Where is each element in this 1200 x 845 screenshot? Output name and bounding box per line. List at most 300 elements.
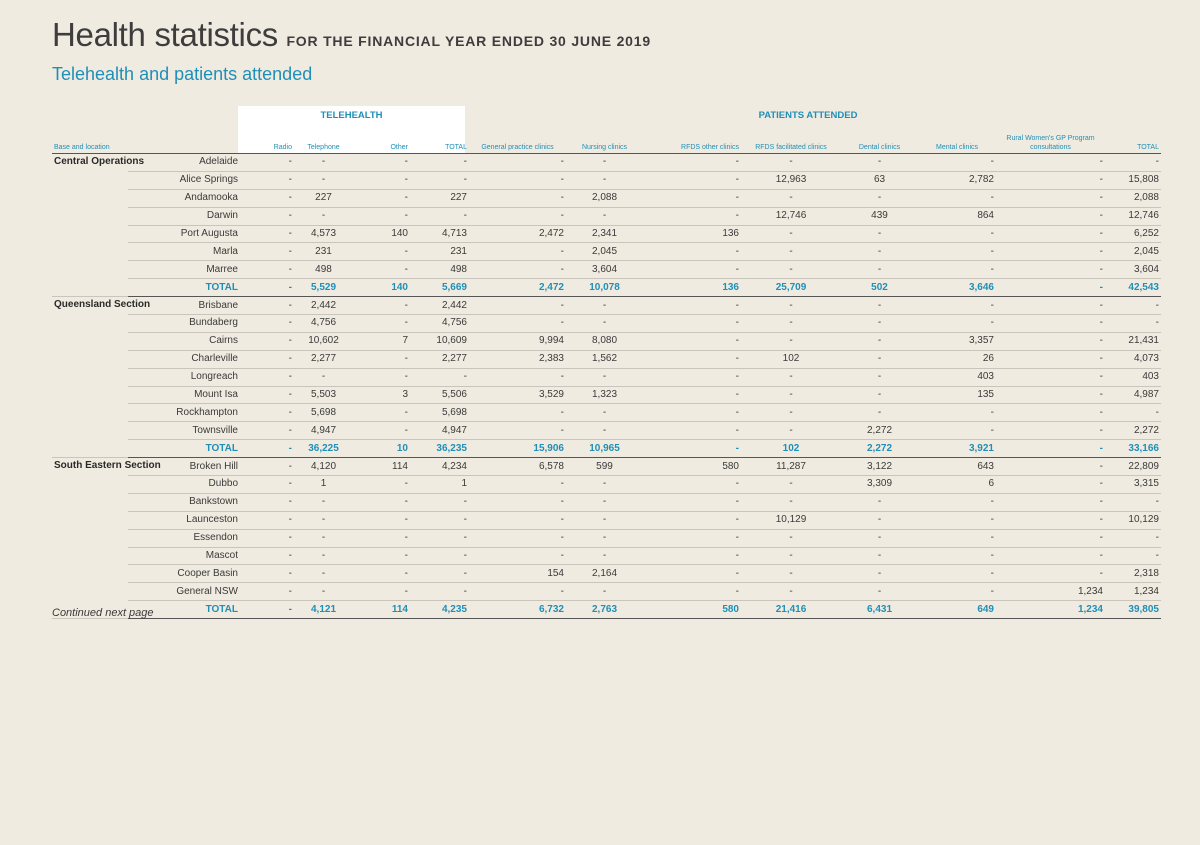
value-cell: - bbox=[741, 529, 841, 547]
value-cell: - bbox=[353, 511, 410, 529]
table-row bbox=[52, 529, 1161, 547]
col-header-base-location: Base and location bbox=[52, 124, 128, 154]
value-cell: - bbox=[240, 422, 294, 440]
value-cell: 2,164 bbox=[566, 565, 643, 583]
value-cell: 21,416 bbox=[741, 601, 841, 619]
value-cell: - bbox=[643, 315, 741, 333]
value-cell: 15,906 bbox=[469, 440, 566, 458]
value-cell: - bbox=[469, 583, 566, 601]
value-cell: 643 bbox=[918, 458, 996, 476]
value-cell: - bbox=[996, 279, 1105, 297]
value-cell: 136 bbox=[643, 279, 741, 297]
value-cell: 4,987 bbox=[1105, 386, 1161, 404]
value-cell: - bbox=[841, 297, 918, 315]
col-header-rfds-facilitated: RFDS facilitated clinics bbox=[741, 124, 841, 154]
value-cell: - bbox=[240, 171, 294, 189]
value-cell: - bbox=[996, 547, 1105, 565]
value-cell: - bbox=[294, 207, 353, 225]
table-row bbox=[52, 225, 1161, 243]
value-cell: - bbox=[353, 261, 410, 279]
value-cell: - bbox=[240, 207, 294, 225]
value-cell: - bbox=[566, 207, 643, 225]
value-cell: - bbox=[410, 547, 469, 565]
value-cell: 2,782 bbox=[918, 171, 996, 189]
value-cell: - bbox=[643, 511, 741, 529]
col-header-radio: Radio bbox=[240, 124, 294, 154]
value-cell: - bbox=[353, 243, 410, 261]
value-cell: 3,604 bbox=[1105, 261, 1161, 279]
value-cell: - bbox=[566, 171, 643, 189]
value-cell: - bbox=[353, 171, 410, 189]
value-cell: - bbox=[469, 511, 566, 529]
value-cell: - bbox=[741, 154, 841, 172]
value-cell: 26 bbox=[918, 350, 996, 368]
value-cell: - bbox=[643, 440, 741, 458]
value-cell: - bbox=[353, 315, 410, 333]
value-cell: - bbox=[996, 493, 1105, 511]
value-cell: 10,129 bbox=[1105, 511, 1161, 529]
table-row bbox=[52, 547, 1161, 565]
value-cell: - bbox=[643, 422, 741, 440]
value-cell: - bbox=[996, 297, 1105, 315]
table-row bbox=[52, 243, 1161, 261]
value-cell: - bbox=[1105, 529, 1161, 547]
value-cell: 5,503 bbox=[294, 386, 353, 404]
location-cell: Marla bbox=[128, 243, 240, 261]
value-cell: 10,965 bbox=[566, 440, 643, 458]
value-cell: - bbox=[996, 243, 1105, 261]
value-cell: - bbox=[566, 297, 643, 315]
value-cell: - bbox=[353, 189, 410, 207]
value-cell: - bbox=[353, 154, 410, 172]
value-cell: 439 bbox=[841, 207, 918, 225]
value-cell: - bbox=[996, 386, 1105, 404]
value-cell: - bbox=[353, 583, 410, 601]
value-cell: - bbox=[410, 529, 469, 547]
value-cell: - bbox=[1105, 547, 1161, 565]
value-cell: 7 bbox=[353, 332, 410, 350]
value-cell: - bbox=[643, 493, 741, 511]
table-header-row bbox=[52, 124, 1161, 154]
value-cell: 140 bbox=[353, 225, 410, 243]
value-cell: 4,713 bbox=[410, 225, 469, 243]
value-cell: - bbox=[643, 243, 741, 261]
value-cell: 4,947 bbox=[294, 422, 353, 440]
value-cell: - bbox=[240, 225, 294, 243]
value-cell: 2,272 bbox=[841, 422, 918, 440]
page-subtitle: Telehealth and patients attended bbox=[52, 64, 313, 84]
value-cell: - bbox=[996, 404, 1105, 422]
value-cell: - bbox=[353, 565, 410, 583]
value-cell: - bbox=[240, 529, 294, 547]
value-cell: 6,578 bbox=[469, 458, 566, 476]
value-cell: 2,045 bbox=[1105, 243, 1161, 261]
value-cell: 231 bbox=[294, 243, 353, 261]
table-row bbox=[52, 583, 1161, 601]
value-cell: 39,805 bbox=[1105, 601, 1161, 619]
value-cell: 2,045 bbox=[566, 243, 643, 261]
value-cell: 21,431 bbox=[1105, 332, 1161, 350]
value-cell: - bbox=[996, 458, 1105, 476]
value-cell: - bbox=[841, 529, 918, 547]
value-cell: - bbox=[643, 529, 741, 547]
value-cell: 2,272 bbox=[841, 440, 918, 458]
value-cell: 580 bbox=[643, 458, 741, 476]
location-cell: Adelaide bbox=[128, 154, 240, 172]
value-cell: - bbox=[353, 350, 410, 368]
value-cell: - bbox=[240, 458, 294, 476]
table-total-row bbox=[52, 440, 1161, 458]
value-cell: 4,235 bbox=[410, 601, 469, 619]
value-cell: 136 bbox=[643, 225, 741, 243]
value-cell: - bbox=[741, 332, 841, 350]
location-cell: Mascot bbox=[128, 547, 240, 565]
value-cell: - bbox=[353, 368, 410, 386]
value-cell: - bbox=[741, 422, 841, 440]
value-cell: 10,602 bbox=[294, 332, 353, 350]
location-cell: Andamooka bbox=[128, 189, 240, 207]
value-cell: - bbox=[918, 422, 996, 440]
value-cell: - bbox=[741, 386, 841, 404]
value-cell: 63 bbox=[841, 171, 918, 189]
value-cell: - bbox=[918, 315, 996, 333]
value-cell: 4,573 bbox=[294, 225, 353, 243]
table-row bbox=[52, 332, 1161, 350]
value-cell: 2,277 bbox=[410, 350, 469, 368]
value-cell: 2,277 bbox=[294, 350, 353, 368]
location-cell: TOTAL bbox=[128, 279, 240, 297]
value-cell: 154 bbox=[469, 565, 566, 583]
location-cell: TOTAL bbox=[128, 601, 240, 619]
value-cell: - bbox=[566, 511, 643, 529]
value-cell: - bbox=[996, 225, 1105, 243]
value-cell: - bbox=[841, 332, 918, 350]
value-cell: - bbox=[918, 189, 996, 207]
value-cell: 403 bbox=[918, 368, 996, 386]
col-header-rfds-other: RFDS other clinics bbox=[643, 124, 741, 154]
value-cell: 25,709 bbox=[741, 279, 841, 297]
value-cell: 6,732 bbox=[469, 601, 566, 619]
value-cell: 580 bbox=[643, 601, 741, 619]
value-cell: - bbox=[741, 315, 841, 333]
value-cell: - bbox=[996, 529, 1105, 547]
value-cell: - bbox=[469, 529, 566, 547]
value-cell: - bbox=[741, 297, 841, 315]
value-cell: - bbox=[1105, 493, 1161, 511]
value-cell: 9,994 bbox=[469, 332, 566, 350]
value-cell: - bbox=[469, 189, 566, 207]
value-cell: 3,309 bbox=[841, 476, 918, 494]
table-row bbox=[52, 207, 1161, 225]
value-cell: 3,921 bbox=[918, 440, 996, 458]
col-header-location bbox=[128, 124, 240, 154]
value-cell: - bbox=[240, 583, 294, 601]
location-cell: Launceston bbox=[128, 511, 240, 529]
col-header-telephone: Telephone bbox=[294, 124, 353, 154]
value-cell: - bbox=[469, 422, 566, 440]
location-cell: Brisbane bbox=[128, 297, 240, 315]
value-cell: - bbox=[741, 189, 841, 207]
value-cell: - bbox=[643, 171, 741, 189]
value-cell: - bbox=[294, 547, 353, 565]
value-cell: - bbox=[643, 332, 741, 350]
value-cell: - bbox=[566, 422, 643, 440]
value-cell: 3,529 bbox=[469, 386, 566, 404]
value-cell: 8,080 bbox=[566, 332, 643, 350]
value-cell: 2,088 bbox=[1105, 189, 1161, 207]
value-cell: 2,341 bbox=[566, 225, 643, 243]
table-body bbox=[52, 154, 1161, 619]
value-cell: - bbox=[918, 511, 996, 529]
value-cell: 5,698 bbox=[294, 404, 353, 422]
value-cell: - bbox=[294, 583, 353, 601]
value-cell: - bbox=[1105, 315, 1161, 333]
value-cell: - bbox=[643, 261, 741, 279]
value-cell: - bbox=[841, 511, 918, 529]
value-cell: - bbox=[240, 261, 294, 279]
value-cell: - bbox=[996, 315, 1105, 333]
location-cell: Broken Hill bbox=[128, 458, 240, 476]
section-name: Central Operations bbox=[52, 154, 128, 297]
value-cell: - bbox=[841, 565, 918, 583]
value-cell: 4,947 bbox=[410, 422, 469, 440]
value-cell: 4,121 bbox=[294, 601, 353, 619]
value-cell: - bbox=[643, 297, 741, 315]
health-statistics-table bbox=[52, 124, 1161, 619]
value-cell: - bbox=[918, 565, 996, 583]
value-cell: 231 bbox=[410, 243, 469, 261]
value-cell: - bbox=[741, 261, 841, 279]
value-cell: 36,235 bbox=[410, 440, 469, 458]
value-cell: - bbox=[996, 422, 1105, 440]
value-cell: - bbox=[294, 368, 353, 386]
location-cell: Bankstown bbox=[128, 493, 240, 511]
value-cell: 12,746 bbox=[741, 207, 841, 225]
value-cell: 22,809 bbox=[1105, 458, 1161, 476]
value-cell: 4,073 bbox=[1105, 350, 1161, 368]
col-header-mental: Mental clinics bbox=[918, 124, 996, 154]
table-row bbox=[52, 476, 1161, 494]
value-cell: 12,746 bbox=[1105, 207, 1161, 225]
location-cell: Bundaberg bbox=[128, 315, 240, 333]
table-row bbox=[52, 350, 1161, 368]
value-cell: - bbox=[240, 565, 294, 583]
value-cell: 2,763 bbox=[566, 601, 643, 619]
value-cell: - bbox=[566, 547, 643, 565]
value-cell: - bbox=[240, 547, 294, 565]
value-cell: - bbox=[996, 511, 1105, 529]
col-header-other: Other bbox=[353, 124, 410, 154]
value-cell: 1 bbox=[294, 476, 353, 494]
value-cell: 1,234 bbox=[1105, 583, 1161, 601]
value-cell: - bbox=[469, 243, 566, 261]
value-cell: - bbox=[741, 547, 841, 565]
value-cell: - bbox=[996, 189, 1105, 207]
value-cell: - bbox=[841, 368, 918, 386]
value-cell: - bbox=[643, 368, 741, 386]
value-cell: - bbox=[841, 350, 918, 368]
value-cell: - bbox=[996, 368, 1105, 386]
value-cell: 10,078 bbox=[566, 279, 643, 297]
value-cell: - bbox=[996, 476, 1105, 494]
table-row bbox=[52, 458, 1161, 476]
value-cell: 3,357 bbox=[918, 332, 996, 350]
value-cell: - bbox=[410, 565, 469, 583]
value-cell: - bbox=[841, 493, 918, 511]
value-cell: 11,287 bbox=[741, 458, 841, 476]
value-cell: 3,315 bbox=[1105, 476, 1161, 494]
value-cell: - bbox=[918, 297, 996, 315]
table-row bbox=[52, 422, 1161, 440]
value-cell: - bbox=[996, 154, 1105, 172]
value-cell: - bbox=[643, 547, 741, 565]
value-cell: - bbox=[996, 207, 1105, 225]
value-cell: - bbox=[240, 189, 294, 207]
value-cell: 403 bbox=[1105, 368, 1161, 386]
value-cell: - bbox=[469, 547, 566, 565]
value-cell: 3,646 bbox=[918, 279, 996, 297]
value-cell: 1,323 bbox=[566, 386, 643, 404]
value-cell: - bbox=[469, 154, 566, 172]
value-cell: 502 bbox=[841, 279, 918, 297]
value-cell: 4,756 bbox=[294, 315, 353, 333]
value-cell: 140 bbox=[353, 279, 410, 297]
value-cell: - bbox=[240, 154, 294, 172]
value-cell: 33,166 bbox=[1105, 440, 1161, 458]
value-cell: - bbox=[918, 261, 996, 279]
value-cell: - bbox=[643, 154, 741, 172]
value-cell: - bbox=[643, 565, 741, 583]
value-cell: - bbox=[996, 350, 1105, 368]
value-cell: - bbox=[294, 529, 353, 547]
value-cell: 6,252 bbox=[1105, 225, 1161, 243]
value-cell: - bbox=[643, 583, 741, 601]
value-cell: - bbox=[841, 547, 918, 565]
value-cell: - bbox=[566, 476, 643, 494]
value-cell: - bbox=[841, 261, 918, 279]
location-cell: Cooper Basin bbox=[128, 565, 240, 583]
value-cell: - bbox=[410, 171, 469, 189]
value-cell: - bbox=[469, 368, 566, 386]
value-cell: 3,122 bbox=[841, 458, 918, 476]
table-row bbox=[52, 404, 1161, 422]
table-row bbox=[52, 511, 1161, 529]
value-cell: - bbox=[469, 171, 566, 189]
col-header-patients-total: TOTAL bbox=[1105, 124, 1161, 154]
value-cell: - bbox=[841, 386, 918, 404]
table-row bbox=[52, 189, 1161, 207]
value-cell: - bbox=[841, 225, 918, 243]
value-cell: 2,442 bbox=[410, 297, 469, 315]
value-cell: 4,120 bbox=[294, 458, 353, 476]
value-cell: - bbox=[240, 404, 294, 422]
value-cell: 6,431 bbox=[841, 601, 918, 619]
value-cell: 114 bbox=[353, 458, 410, 476]
value-cell: - bbox=[566, 583, 643, 601]
table-row bbox=[52, 386, 1161, 404]
value-cell: - bbox=[741, 565, 841, 583]
location-cell: Darwin bbox=[128, 207, 240, 225]
value-cell: 10 bbox=[353, 440, 410, 458]
value-cell: - bbox=[469, 207, 566, 225]
page-heading bbox=[52, 16, 651, 54]
value-cell: - bbox=[410, 154, 469, 172]
col-header-rural-womens-gp: Rural Women's GP Program consultations bbox=[996, 124, 1105, 154]
value-cell: - bbox=[410, 583, 469, 601]
value-cell: - bbox=[918, 243, 996, 261]
value-cell: 2,472 bbox=[469, 279, 566, 297]
table-row bbox=[52, 315, 1161, 333]
value-cell: - bbox=[240, 511, 294, 529]
value-cell: - bbox=[240, 350, 294, 368]
value-cell: 2,472 bbox=[469, 225, 566, 243]
location-cell: Longreach bbox=[128, 368, 240, 386]
value-cell: 10,129 bbox=[741, 511, 841, 529]
location-cell: Cairns bbox=[128, 332, 240, 350]
value-cell: - bbox=[996, 565, 1105, 583]
group-label-patients-attended: PATIENTS ATTENDED bbox=[758, 110, 858, 121]
col-header-dental: Dental clinics bbox=[841, 124, 918, 154]
value-cell: 102 bbox=[741, 440, 841, 458]
table-row bbox=[52, 154, 1161, 172]
table-row bbox=[52, 261, 1161, 279]
value-cell: - bbox=[918, 547, 996, 565]
value-cell: - bbox=[741, 476, 841, 494]
value-cell: - bbox=[918, 225, 996, 243]
page-title: Health statistics bbox=[52, 16, 278, 53]
value-cell: 42,543 bbox=[1105, 279, 1161, 297]
page-title-sub: FOR THE FINANCIAL YEAR ENDED 30 JUNE 2019 bbox=[286, 33, 651, 49]
section-name: Queensland Section bbox=[52, 297, 128, 458]
value-cell: - bbox=[240, 386, 294, 404]
value-cell: 2,088 bbox=[566, 189, 643, 207]
col-header-nursing: Nursing clinics bbox=[566, 124, 643, 154]
location-cell: Rockhampton bbox=[128, 404, 240, 422]
value-cell: - bbox=[353, 529, 410, 547]
value-cell: - bbox=[918, 529, 996, 547]
value-cell: 114 bbox=[353, 601, 410, 619]
value-cell: 36,225 bbox=[294, 440, 353, 458]
value-cell: - bbox=[566, 529, 643, 547]
location-cell: Charleville bbox=[128, 350, 240, 368]
value-cell: 6 bbox=[918, 476, 996, 494]
value-cell: - bbox=[353, 207, 410, 225]
value-cell: 12,963 bbox=[741, 171, 841, 189]
table-row bbox=[52, 493, 1161, 511]
value-cell: 3 bbox=[353, 386, 410, 404]
value-cell: 498 bbox=[294, 261, 353, 279]
value-cell: 1,234 bbox=[996, 601, 1105, 619]
value-cell: 1,562 bbox=[566, 350, 643, 368]
value-cell: - bbox=[240, 279, 294, 297]
value-cell: - bbox=[643, 386, 741, 404]
value-cell: - bbox=[643, 404, 741, 422]
value-cell: - bbox=[841, 404, 918, 422]
value-cell: 10,609 bbox=[410, 332, 469, 350]
value-cell: - bbox=[841, 243, 918, 261]
value-cell: 5,698 bbox=[410, 404, 469, 422]
value-cell: - bbox=[353, 297, 410, 315]
location-cell: TOTAL bbox=[128, 440, 240, 458]
value-cell: - bbox=[353, 476, 410, 494]
value-cell: 5,529 bbox=[294, 279, 353, 297]
value-cell: - bbox=[469, 261, 566, 279]
table-row bbox=[52, 171, 1161, 189]
value-cell: 15,808 bbox=[1105, 171, 1161, 189]
value-cell: - bbox=[566, 404, 643, 422]
value-cell: 649 bbox=[918, 601, 996, 619]
value-cell: - bbox=[353, 422, 410, 440]
